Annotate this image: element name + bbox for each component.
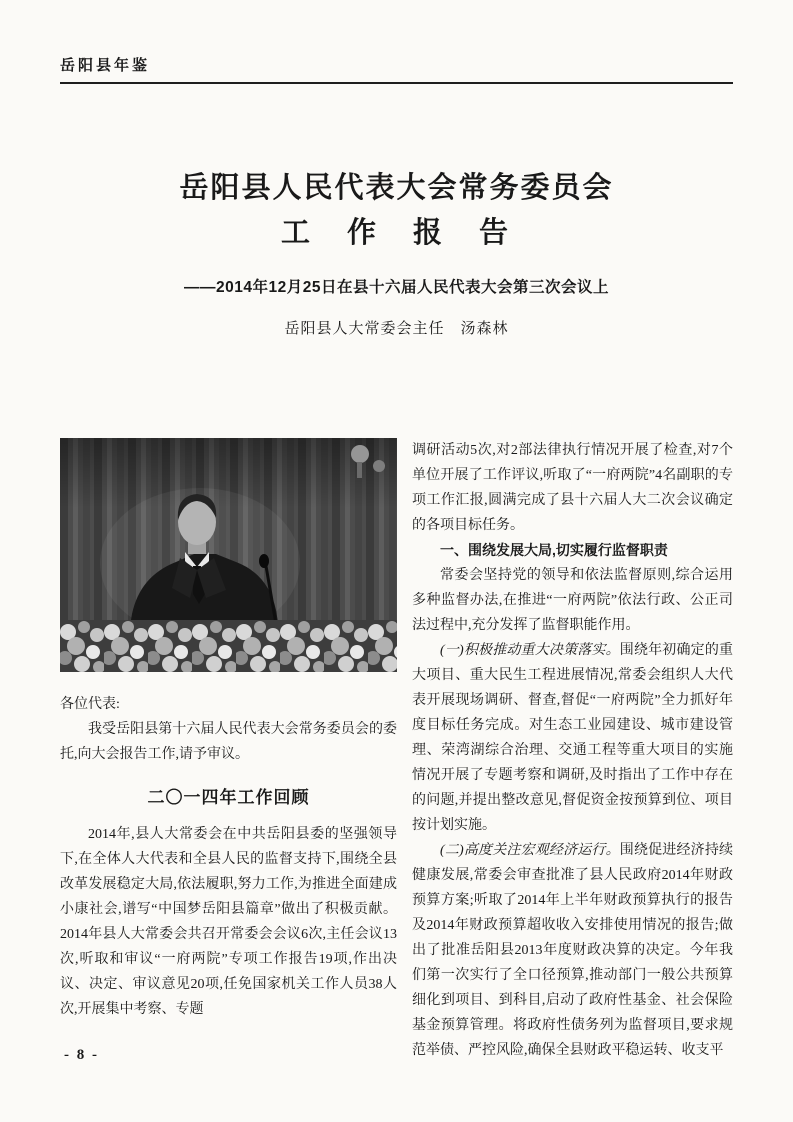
left-column: [60, 438, 397, 1022]
speaker-photo-illustration: [60, 438, 397, 672]
article-title-line1: 岳阳县人民代表大会常务委员会: [179, 172, 614, 204]
right-column: [412, 438, 733, 1063]
paragraph-supervision: 常委会坚持党的领导和依法监督原则,综合运用多种监督办法,在推进“一府两院”依法行政、公正司法过程中,充分发挥了监督职能作用。: [412, 568, 733, 634]
article-author: 岳阳县人大常委会主任 汤森林: [284, 321, 509, 338]
speaker-photo: [60, 438, 397, 672]
paragraph-item2-body: 围绕促进经济持续健康发展,常委会审查批准了县人民政府2014年财政预算方案;听取了2014年上半年财政预算执行的报告及2014年财政预算超收收入安排使用情况的报告;做出了批准岳阳县2013年度财政决算的决定。今年我们第一次实行了全口径预算,推动部门一般公共预算细化到项目、到科目,启动了政府性基金、社会保险基金预算管理。将政府性债务列为监督项目,要求规范举债、严控风险,确保全县财政平稳运转、收支平: [412, 843, 734, 1059]
two-column-body: [60, 438, 733, 1063]
page-header: [60, 0, 733, 84]
section-heading-2014-review: 二〇一四年工作回顾: [147, 788, 310, 808]
paragraph-intro: 我受岳阳县第十六届人民代表大会常务委员会的委托,向大会报告工作,请予审议。: [60, 722, 397, 763]
article-title-block: [60, 168, 733, 338]
page-number: - 8 -: [64, 1047, 99, 1063]
paragraph-item1-body: 围绕年初确定的重大项目、重大民生工程进展情况,常委会组织人大代表开展现场调研、督查,督促“一府两院”全力抓好年度目标任务完成。对生态工业园建设、城市建设管理、荣湾湖综合治理、交通工程等重大项目的实施情况开展了专题考察和调研,及时指出了工作中存在的问题,并提出整改意见,督促资金按预算到位、项目按计划实施。: [412, 643, 734, 834]
paragraph-item1-lead: (一)积极推动重大决策落实。: [440, 643, 620, 659]
paragraph-item2-lead: (二)高度关注宏观经济运行。: [440, 843, 620, 859]
paragraph-review: 2014年,县人大常委会在中共岳阳县委的坚强领导下,在全体人大代表和全县人民的监督支持下,围绕全县改革发展稳定大局,依法履职,努力工作,为推进全面建成小康社会,谱写“中国梦岳阳县篇章”做出了积极贡献。2014年县人大常委会共召开常委会会议6次,主任会议13次,听取和审议“一府两院”专项工作报告19项,作出决议、决定、审议意见20项,任免国家机关工作人员38人次,开展集中考察、专题: [60, 827, 397, 1018]
paragraph-continued: 调研活动5次,对2部法律执行情况开展了检查,对7个单位开展了工作评议,听取了“一府两院”4名副职的专项工作汇报,圆满完成了县十六届人大二次会议确定的各项目标任务。: [412, 443, 733, 534]
article-subtitle: ——2014年12月25日在县十六届人民代表大会第三次会议上: [184, 279, 609, 297]
header-title: 岳阳县年鉴: [60, 57, 151, 74]
sub-heading-supervision: 一、围绕发展大局,切实履行监督职责: [440, 542, 668, 559]
paragraph-item2: [412, 838, 733, 1063]
paragraph-item1: [412, 638, 733, 838]
salutation: 各位代表:: [60, 697, 120, 713]
header-rule: [60, 82, 733, 84]
article-title-line2: 工 作 报 告: [280, 216, 512, 249]
